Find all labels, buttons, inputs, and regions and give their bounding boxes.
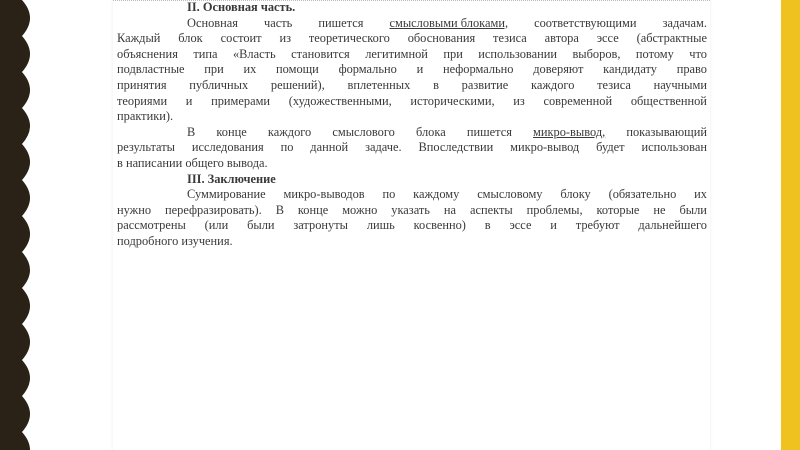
word: состоит xyxy=(220,31,262,46)
section-heading-main-part: II. Основная часть. xyxy=(187,0,296,14)
word: рассмотрены xyxy=(117,218,186,233)
word: типа xyxy=(193,46,218,61)
word: современной xyxy=(543,93,613,108)
word: тезиса xyxy=(493,31,527,46)
para3-line2 xyxy=(117,203,707,219)
word: блоку xyxy=(560,187,591,202)
para1-line3 xyxy=(117,47,707,63)
word: неформально xyxy=(442,62,514,77)
word: были xyxy=(247,218,275,233)
word: их xyxy=(694,187,707,202)
word: (художественными, xyxy=(288,93,392,108)
word: перефразировать). xyxy=(165,202,262,217)
word: легитимной xyxy=(365,46,428,61)
para1-line4 xyxy=(117,62,707,78)
word: подвластные xyxy=(117,62,185,77)
word: (или xyxy=(204,218,229,233)
word: в xyxy=(433,77,439,92)
para1-line1 xyxy=(117,16,707,32)
word: каждого xyxy=(267,124,312,139)
word: их xyxy=(243,62,257,77)
word: лишь xyxy=(366,218,395,233)
word: по xyxy=(280,140,294,155)
word: в xyxy=(484,218,491,233)
word: пишется xyxy=(466,124,512,139)
word: В xyxy=(275,202,284,217)
word: «Власть xyxy=(232,46,276,61)
word: формально xyxy=(338,62,397,77)
word: право xyxy=(676,62,707,77)
word: блока xyxy=(415,124,446,139)
decorative-right-bar xyxy=(781,0,800,450)
word: тезиса xyxy=(597,77,631,92)
word: из xyxy=(513,93,525,108)
word: (обязательно xyxy=(608,187,677,202)
word: косвенно) xyxy=(413,218,466,233)
word: из xyxy=(279,31,291,46)
word: использован xyxy=(641,140,707,155)
word: указать xyxy=(391,202,430,217)
word: эссе xyxy=(596,31,619,46)
word: и xyxy=(185,93,193,108)
word: теоретического xyxy=(308,31,390,46)
word: эссе xyxy=(509,218,532,233)
word: объяснения xyxy=(117,46,178,61)
word: были xyxy=(679,202,707,217)
word: общественной xyxy=(630,93,707,108)
para3-line4 xyxy=(117,234,707,250)
word: пишется xyxy=(318,15,364,30)
word: часть xyxy=(264,15,293,30)
para2-line1 xyxy=(117,125,707,141)
word: будет xyxy=(596,140,625,155)
word: теориями xyxy=(117,93,168,108)
word: микро-выводов xyxy=(283,187,365,202)
word: Основная xyxy=(187,15,238,30)
word: развитие xyxy=(461,77,509,92)
word: научными xyxy=(653,77,707,92)
word: решений), xyxy=(270,77,325,92)
para2-line3 xyxy=(117,156,707,172)
word: В xyxy=(187,124,196,139)
word: конце xyxy=(216,124,247,139)
word: Каждый xyxy=(117,31,161,46)
word: затронуты xyxy=(293,218,348,233)
word: блок xyxy=(178,31,203,46)
decorative-wavy-border xyxy=(0,0,40,450)
word: при xyxy=(204,62,224,77)
para3-line3 xyxy=(117,218,707,234)
word: использовании xyxy=(478,46,558,61)
word: каждого xyxy=(531,77,575,92)
word: Впоследствии xyxy=(418,140,494,155)
word: доверяют xyxy=(533,62,584,77)
wavy-edge-shape xyxy=(22,0,40,450)
para2-line2 xyxy=(117,140,707,156)
word: (абстрактные xyxy=(636,31,707,46)
word: автора xyxy=(544,31,579,46)
word: примерами xyxy=(211,93,271,108)
word: смысловому xyxy=(477,187,543,202)
word: и xyxy=(550,218,557,233)
para1-line7 xyxy=(117,109,707,125)
word: смыслового xyxy=(332,124,395,139)
para1-line5 xyxy=(117,78,707,94)
word: становится xyxy=(291,46,350,61)
word: проблемы, xyxy=(526,202,583,217)
word: при xyxy=(443,46,463,61)
word: что xyxy=(689,46,707,61)
word: на xyxy=(443,202,457,217)
word: микро-вывод xyxy=(510,140,580,155)
para1-line6 xyxy=(117,94,707,110)
word: нужно xyxy=(117,202,152,217)
word: которые xyxy=(596,202,640,217)
document-text xyxy=(113,0,707,250)
word: кандидату xyxy=(603,62,657,77)
word: требуют xyxy=(575,218,620,233)
word: принятия xyxy=(117,77,167,92)
word: задачам. xyxy=(662,15,707,30)
word: можно xyxy=(342,202,378,217)
word: выборов, xyxy=(572,46,621,61)
word: результаты xyxy=(117,140,175,155)
word: задаче. xyxy=(365,140,402,155)
word: и xyxy=(416,62,424,77)
word: каждому xyxy=(413,187,460,202)
para1-line2 xyxy=(117,31,707,47)
para3-line1 xyxy=(117,187,707,203)
word: публичных xyxy=(189,77,249,92)
word: историческими, xyxy=(410,93,495,108)
word: конце xyxy=(297,202,329,217)
word: не xyxy=(653,202,666,217)
word: данной xyxy=(310,140,349,155)
word: Суммирование xyxy=(187,187,266,202)
paragraph-end-text: подробного изучения. xyxy=(117,233,233,248)
word: показывающий xyxy=(626,124,707,139)
section-heading-conclusion: III. Заключение xyxy=(187,171,276,186)
word: дальнейшего xyxy=(638,218,707,233)
document-page xyxy=(113,0,710,450)
underlined-term-semantic-blocks: смысловыми блоками, xyxy=(389,15,509,30)
paragraph-end-text: практики). xyxy=(117,109,174,124)
word: помощи xyxy=(276,62,319,77)
paragraph-end-text: в написании общего вывода. xyxy=(117,155,268,170)
word: потому xyxy=(635,46,674,61)
word: соответствующими xyxy=(534,15,637,30)
word: вплетенных xyxy=(347,77,411,92)
word: аспекты xyxy=(469,202,513,217)
word: обоснования xyxy=(407,31,476,46)
word: исследования xyxy=(191,140,264,155)
word: по xyxy=(382,187,396,202)
underlined-term-micro-conclusion: микро-вывод, xyxy=(533,124,606,139)
